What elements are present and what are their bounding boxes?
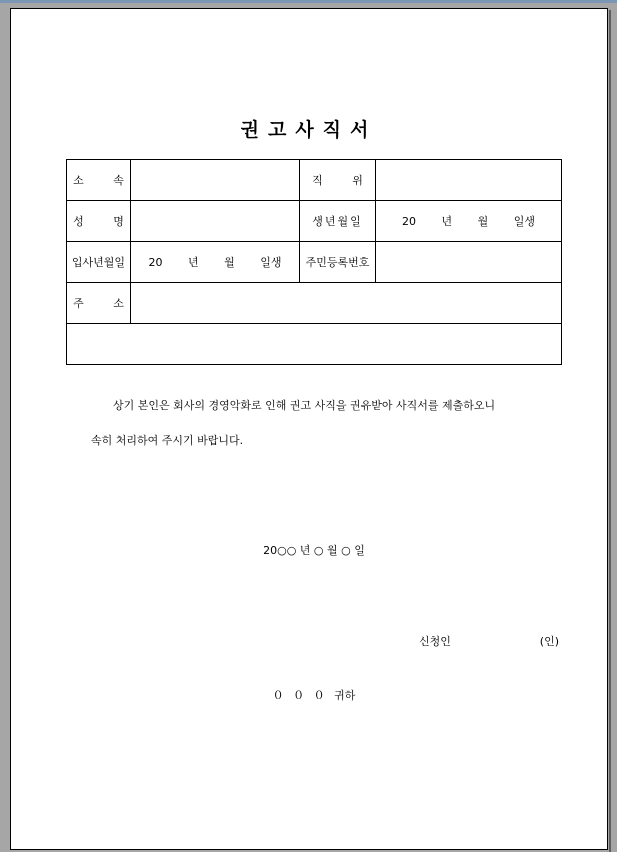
rrn-label: 주민등록번호 — [300, 242, 376, 283]
birth-label: 생년월일 — [300, 201, 376, 242]
birth-value: 20 년 월 일생 — [376, 201, 562, 242]
position-label: 직 위 — [300, 160, 376, 201]
name-label: 성 명 — [67, 201, 131, 242]
application-form-table — [66, 159, 562, 702]
statement-line-1: 상기 본인은 회사의 경영악화로 인해 권고 사직을 권유받아 사직서를 제출하오니 — [113, 399, 496, 412]
join-label: 입사년월일 — [67, 242, 131, 283]
window-top-bar — [0, 0, 617, 3]
dept-value-cell — [131, 160, 300, 201]
statement-cell — [67, 324, 562, 702]
page-shadow — [609, 10, 611, 852]
document-page — [10, 8, 608, 850]
form-row-dept — [67, 160, 562, 201]
document-title: 권고사직서 — [240, 119, 378, 141]
seal-mark: (인) — [539, 635, 559, 648]
address-label: 주 소 — [67, 283, 131, 324]
addressee: ０ ０ ０ 귀하 — [272, 689, 356, 702]
name-value-cell — [131, 201, 300, 242]
form-row-name — [67, 201, 562, 242]
join-value: 20 년 월 일생 — [131, 242, 300, 283]
form-row-join — [67, 242, 562, 283]
form-row-body — [67, 324, 562, 365]
address-value-cell — [131, 283, 562, 324]
applicant-label: 신청인 — [419, 635, 451, 648]
rrn-value-cell — [376, 242, 562, 283]
position-value-cell — [376, 160, 562, 201]
form-row-address — [67, 283, 562, 324]
statement-line-2: 속히 처리하여 주시기 바랍니다. — [91, 434, 244, 447]
dept-label: 소 속 — [67, 160, 131, 201]
application-date: 20○○ 년 ○ 월 ○ 일 — [263, 544, 365, 557]
